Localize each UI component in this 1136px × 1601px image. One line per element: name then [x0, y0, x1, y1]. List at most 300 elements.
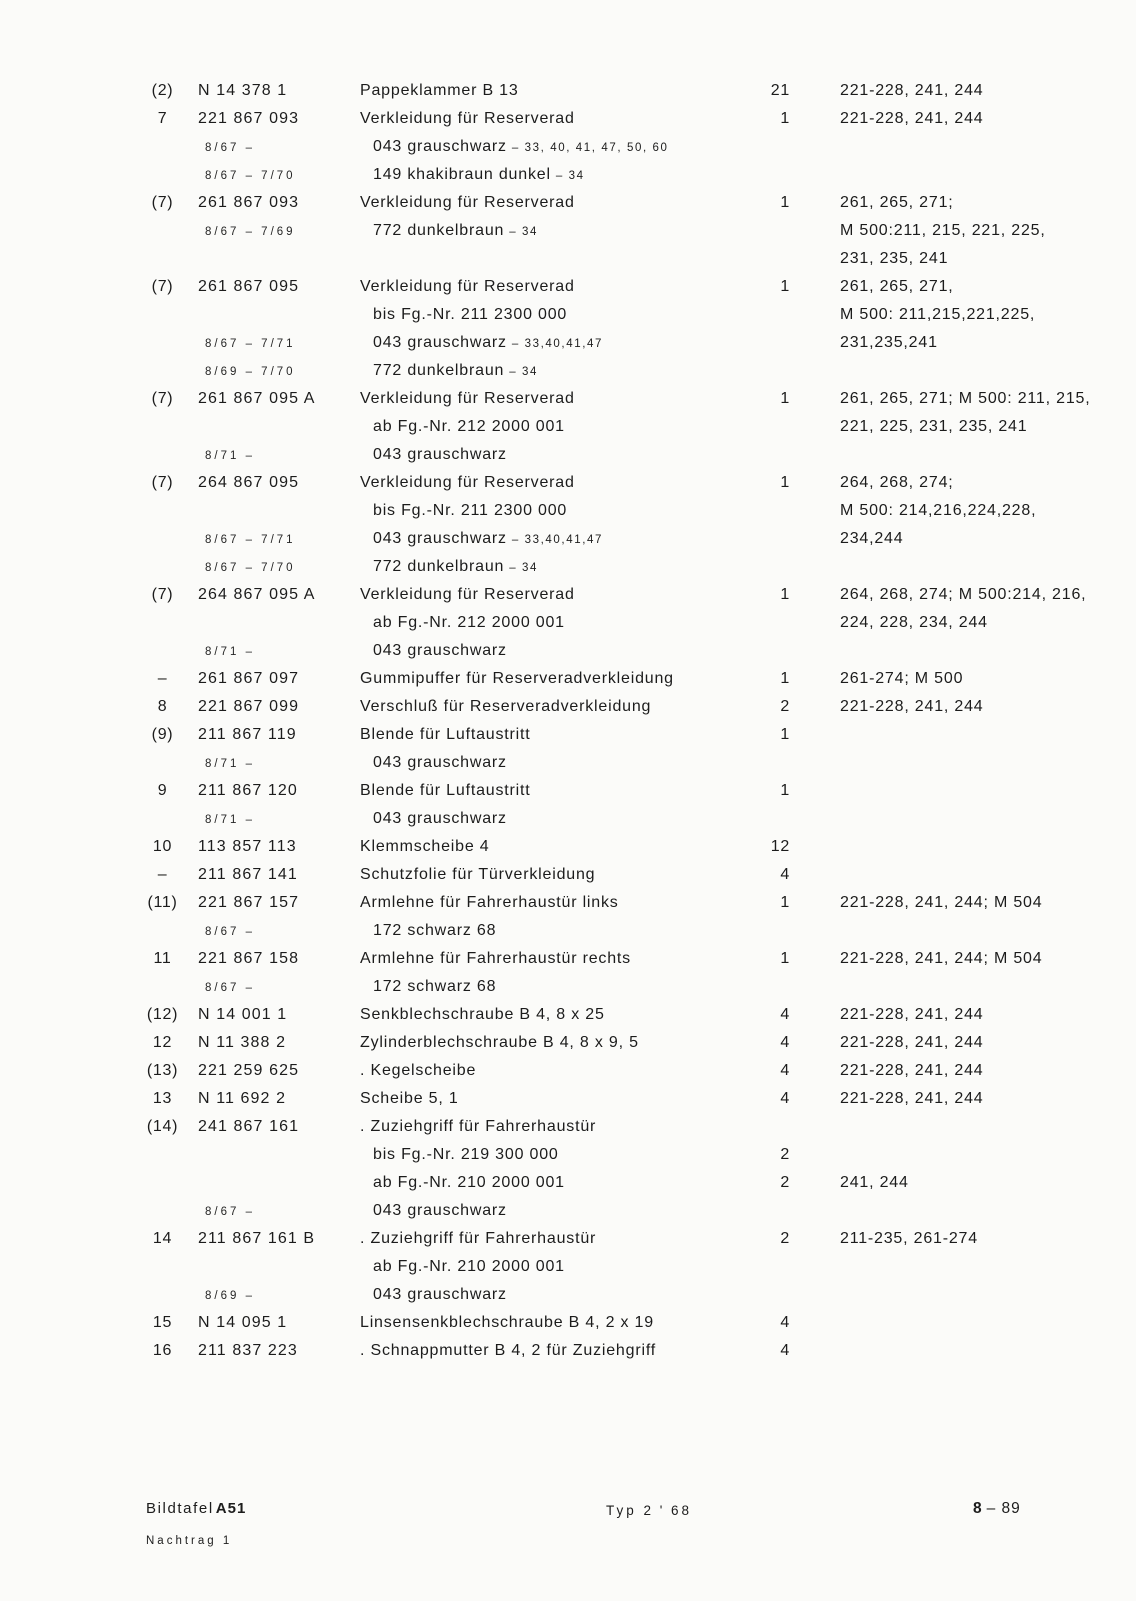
description-cell — [355, 1197, 745, 1226]
date-range: 8/67 – — [205, 142, 255, 154]
part-number-cell — [190, 917, 355, 946]
date-range: 8/67 – 7/71 — [205, 534, 296, 546]
models-cell: M 500: 214,216,224,228, — [840, 502, 1037, 519]
description-cell — [355, 581, 745, 609]
description-subline: 149 khakibraun dunkel — [373, 166, 551, 183]
part-number-cell — [190, 553, 355, 582]
position-cell: 13 — [152, 1090, 173, 1107]
description-cell — [355, 357, 745, 386]
part-number: 221 867 093 — [198, 110, 300, 127]
models-cell — [790, 1197, 1136, 1226]
table-row — [0, 245, 1136, 273]
table-row — [0, 945, 1136, 973]
models-cell — [790, 1141, 1136, 1169]
position-cell — [135, 245, 190, 273]
table-row — [0, 525, 1136, 553]
part-number-cell — [190, 609, 355, 637]
description-cell — [355, 1113, 745, 1141]
position-cell — [135, 133, 190, 162]
part-number: 221 867 157 — [198, 894, 300, 911]
description-subline: 772 dunkelbraun — [373, 558, 505, 575]
table-row — [0, 133, 1136, 161]
position-cell — [135, 1197, 190, 1226]
table-row — [0, 329, 1136, 357]
part-number-cell — [190, 1141, 355, 1169]
position-cell — [135, 329, 190, 358]
quantity-cell — [745, 973, 790, 1002]
models-cell — [790, 161, 1136, 190]
description-text: Klemmscheibe 4 — [360, 838, 490, 855]
quantity-cell: 1 — [780, 586, 790, 603]
part-number-cell — [190, 861, 355, 889]
description-subline: ab Fg.-Nr. 212 2000 001 — [373, 418, 565, 435]
models-cell: 261, 265, 271; — [840, 194, 954, 211]
description-text: Blende für Luftaustritt — [360, 782, 531, 799]
part-number-cell — [190, 1085, 355, 1113]
description-suffix: – 33, 40, 41, 47, 50, 60 — [511, 142, 669, 154]
models-cell — [790, 805, 1136, 834]
part-number: N 14 095 1 — [198, 1314, 288, 1331]
position-cell: 15 — [152, 1314, 173, 1331]
description-cell — [355, 917, 745, 946]
description-subline: 043 grauschwarz — [373, 446, 507, 463]
description-suffix: – 34 — [509, 366, 539, 378]
part-number-cell — [190, 1253, 355, 1281]
models-cell: 221-228, 241, 244 — [840, 1034, 984, 1051]
description-suffix: – 33,40,41,47 — [511, 534, 603, 546]
description-cell — [355, 1169, 745, 1197]
description-text: Zylinderblechschraube B 4, 8 x 9, 5 — [360, 1034, 639, 1051]
part-number-cell — [190, 497, 355, 525]
part-number-cell — [190, 525, 355, 554]
quantity-cell: 1 — [780, 194, 790, 211]
table-row — [0, 469, 1136, 497]
position-cell — [135, 217, 190, 246]
models-cell: 221-228, 241, 244; M 504 — [840, 950, 1043, 967]
models-cell: M 500: 211,215,221,225, — [840, 306, 1036, 323]
description-cell — [355, 469, 745, 497]
table-row — [0, 553, 1136, 581]
table-row — [0, 77, 1136, 105]
description-cell — [355, 833, 745, 861]
quantity-cell: 4 — [780, 1006, 790, 1023]
position-cell — [135, 553, 190, 582]
plate-label: Bildtafel — [146, 1500, 214, 1517]
type-label: Typ 2 ' 68 — [606, 1503, 693, 1518]
models-cell — [790, 357, 1136, 386]
quantity-cell — [745, 301, 790, 329]
description-cell — [355, 1029, 745, 1057]
table-row — [0, 1225, 1136, 1253]
description-cell — [355, 497, 745, 525]
quantity-cell — [745, 1281, 790, 1310]
models-cell: 211-235, 261-274 — [840, 1230, 978, 1247]
date-range: 8/67 – 7/69 — [205, 226, 296, 238]
quantity-cell: 4 — [780, 1034, 790, 1051]
models-cell — [790, 1253, 1136, 1281]
description-cell — [355, 413, 745, 441]
table-row — [0, 1281, 1136, 1309]
quantity-cell: 1 — [780, 670, 790, 687]
models-cell: 264, 268, 274; M 500:214, 216, — [840, 586, 1087, 603]
position-cell: (13) — [146, 1062, 179, 1079]
quantity-cell: 4 — [780, 1314, 790, 1331]
description-cell — [355, 1057, 745, 1085]
description-text: Gummipuffer für Reserveradverkleidung — [360, 670, 674, 687]
description-suffix: – 34 — [509, 226, 539, 238]
table-row — [0, 693, 1136, 721]
models-cell — [790, 721, 1136, 749]
description-suffix: – 34 — [555, 170, 585, 182]
position-cell — [135, 497, 190, 525]
models-cell: 261-274; M 500 — [840, 670, 964, 687]
part-number-cell — [190, 1001, 355, 1029]
description-text: Scheibe 5, 1 — [360, 1090, 459, 1107]
position-cell — [135, 973, 190, 1002]
description-text: Armlehne für Fahrerhaustür links — [360, 894, 619, 911]
table-row — [0, 1337, 1136, 1365]
quantity-cell — [745, 805, 790, 834]
description-cell — [355, 441, 745, 470]
description-text: Verkleidung für Reserverad — [360, 474, 575, 491]
date-range: 8/67 – — [205, 926, 255, 938]
part-number-cell — [190, 1281, 355, 1310]
description-subline: 043 grauschwarz — [373, 754, 507, 771]
date-range: 8/71 – — [205, 758, 255, 770]
description-text: Verkleidung für Reserverad — [360, 278, 575, 295]
part-number-cell — [190, 945, 355, 973]
quantity-cell — [745, 609, 790, 637]
quantity-cell: 21 — [770, 82, 790, 99]
models-cell: 221, 225, 231, 235, 241 — [840, 418, 1028, 435]
table-row — [0, 1169, 1136, 1197]
part-number-cell — [190, 637, 355, 666]
part-number-cell — [190, 665, 355, 693]
description-cell — [355, 1001, 745, 1029]
description-cell — [355, 777, 745, 805]
description-cell — [355, 189, 745, 217]
description-cell — [355, 133, 745, 162]
table-row — [0, 1029, 1136, 1057]
part-number: 264 867 095 — [198, 474, 300, 491]
description-subline: 043 grauschwarz — [373, 138, 507, 155]
description-subline: ab Fg.-Nr. 212 2000 001 — [373, 614, 565, 631]
description-cell — [355, 105, 745, 133]
part-number: 221 867 158 — [198, 950, 300, 967]
part-number-cell — [190, 273, 355, 301]
description-cell — [355, 1337, 745, 1365]
part-number-cell — [190, 973, 355, 1002]
description-cell — [355, 245, 745, 273]
models-cell — [790, 441, 1136, 470]
models-cell — [790, 861, 1136, 889]
description-cell — [355, 217, 745, 246]
quantity-cell: 2 — [780, 1146, 790, 1163]
models-cell — [790, 1113, 1136, 1141]
description-cell — [355, 273, 745, 301]
description-cell — [355, 805, 745, 834]
table-row — [0, 833, 1136, 861]
quantity-cell: 4 — [780, 866, 790, 883]
models-cell: 234,244 — [840, 530, 904, 547]
part-number: N 14 001 1 — [198, 1006, 288, 1023]
part-number-cell — [190, 217, 355, 246]
quantity-cell — [745, 1113, 790, 1141]
part-number-cell — [190, 245, 355, 273]
position-cell — [135, 413, 190, 441]
position-cell: (7) — [151, 390, 174, 407]
part-number: 113 857 113 — [198, 838, 297, 855]
position-cell: (7) — [151, 278, 174, 295]
part-number: N 14 378 1 — [198, 82, 288, 99]
part-number-cell — [190, 1225, 355, 1253]
description-suffix: – 33,40,41,47 — [511, 338, 603, 350]
part-number-cell — [190, 329, 355, 358]
table-row — [0, 665, 1136, 693]
plate-reference — [146, 1500, 246, 1517]
description-cell — [355, 525, 745, 554]
description-text: Pappeklammer B 13 — [360, 82, 519, 99]
position-cell: (14) — [146, 1118, 179, 1135]
description-cell — [355, 889, 745, 917]
description-text: Armlehne für Fahrerhaustür rechts — [360, 950, 631, 967]
table-row — [0, 777, 1136, 805]
part-number-cell — [190, 1309, 355, 1337]
table-row — [0, 1197, 1136, 1225]
position-cell: 7 — [157, 110, 168, 127]
table-row — [0, 105, 1136, 133]
description-cell — [355, 1253, 745, 1281]
table-row — [0, 1141, 1136, 1169]
supplement-label: Nachtrag 1 — [146, 1535, 233, 1547]
description-text: Blende für Luftaustritt — [360, 726, 531, 743]
description-subline: bis Fg.-Nr. 211 2300 000 — [373, 502, 568, 519]
models-cell — [790, 973, 1136, 1002]
description-text: . Schnappmutter B 4, 2 für Zuziehgriff — [360, 1342, 657, 1359]
quantity-cell: 1 — [780, 782, 790, 799]
quantity-cell: 2 — [780, 1230, 790, 1247]
parts-table — [0, 77, 1136, 1365]
position-cell: (7) — [151, 586, 174, 603]
description-subline: 043 grauschwarz — [373, 530, 507, 547]
description-cell — [355, 945, 745, 973]
part-number: 261 867 093 — [198, 194, 300, 211]
models-cell: 221-228, 241, 244 — [840, 1090, 984, 1107]
description-cell — [355, 329, 745, 358]
description-subline: 172 schwarz 68 — [373, 922, 497, 939]
part-number-cell — [190, 469, 355, 497]
part-number: 211 837 223 — [198, 1342, 298, 1359]
models-cell: 221-228, 241, 244 — [840, 110, 984, 127]
table-row — [0, 1057, 1136, 1085]
position-cell: (7) — [151, 474, 174, 491]
quantity-cell — [745, 329, 790, 358]
position-cell: 10 — [152, 838, 173, 855]
part-number-cell — [190, 385, 355, 413]
date-range: 8/71 – — [205, 814, 255, 826]
table-row — [0, 1113, 1136, 1141]
quantity-cell — [745, 133, 790, 162]
models-cell — [790, 917, 1136, 946]
quantity-cell: 1 — [780, 726, 790, 743]
description-cell — [355, 973, 745, 1002]
description-cell — [355, 1309, 745, 1337]
description-cell — [355, 1141, 745, 1169]
table-row — [0, 1253, 1136, 1281]
table-row — [0, 721, 1136, 749]
date-range: 8/67 – 7/70 — [205, 562, 296, 574]
table-row — [0, 889, 1136, 917]
models-cell: 231,235,241 — [840, 334, 938, 351]
table-row — [0, 273, 1136, 301]
quantity-cell — [745, 441, 790, 470]
position-cell: 14 — [152, 1230, 173, 1247]
description-cell — [355, 161, 745, 190]
quantity-cell — [745, 161, 790, 190]
table-row — [0, 385, 1136, 413]
position-cell — [135, 441, 190, 470]
table-row — [0, 189, 1136, 217]
table-row — [0, 357, 1136, 385]
position-cell — [135, 609, 190, 637]
description-subline: 043 grauschwarz — [373, 334, 507, 351]
quantity-cell — [745, 1253, 790, 1281]
page-number — [973, 1500, 1021, 1518]
part-number-cell — [190, 161, 355, 190]
position-cell — [135, 749, 190, 778]
models-cell: 241, 244 — [840, 1174, 909, 1191]
part-number-cell — [190, 1113, 355, 1141]
position-cell — [135, 301, 190, 329]
table-row — [0, 637, 1136, 665]
part-number: 211 867 119 — [198, 726, 297, 743]
part-number: 261 867 095 — [198, 278, 300, 295]
table-row — [0, 301, 1136, 329]
description-cell — [355, 609, 745, 637]
position-cell — [135, 637, 190, 666]
part-number-cell — [190, 133, 355, 162]
description-cell — [355, 749, 745, 778]
quantity-cell — [745, 637, 790, 666]
models-cell — [790, 133, 1136, 162]
description-subline: 772 dunkelbraun — [373, 222, 505, 239]
models-cell — [790, 833, 1136, 861]
part-number-cell — [190, 777, 355, 805]
table-row — [0, 161, 1136, 189]
quantity-cell — [745, 497, 790, 525]
part-number-cell — [190, 749, 355, 778]
plate-value: A51 — [215, 1500, 247, 1517]
position-cell: 16 — [152, 1342, 173, 1359]
date-range: 8/67 – — [205, 982, 255, 994]
models-cell — [790, 1337, 1136, 1365]
description-subline: ab Fg.-Nr. 210 2000 001 — [373, 1174, 565, 1191]
models-cell — [790, 1281, 1136, 1310]
page-number-section: 8 — [973, 1500, 983, 1517]
description-subline: bis Fg.-Nr. 211 2300 000 — [373, 306, 568, 323]
part-number-cell — [190, 357, 355, 386]
description-subline: ab Fg.-Nr. 210 2000 001 — [373, 1258, 565, 1275]
quantity-cell: 1 — [780, 950, 790, 967]
position-cell — [135, 1281, 190, 1310]
description-text: . Zuziehgriff für Fahrerhaustür — [360, 1230, 597, 1247]
part-number-cell — [190, 413, 355, 441]
position-cell — [135, 161, 190, 190]
part-number: 211 867 141 — [198, 866, 298, 883]
part-number-cell — [190, 721, 355, 749]
models-cell: 221-228, 241, 244 — [840, 82, 984, 99]
description-cell — [355, 693, 745, 721]
table-row — [0, 1001, 1136, 1029]
position-cell: – — [157, 670, 168, 687]
part-number-cell — [190, 301, 355, 329]
part-number-cell — [190, 889, 355, 917]
position-cell: 11 — [153, 950, 172, 967]
models-cell: 261, 265, 271, — [840, 278, 954, 295]
description-text: Schutzfolie für Türverkleidung — [360, 866, 596, 883]
quantity-cell: 1 — [780, 390, 790, 407]
position-cell: (12) — [146, 1006, 179, 1023]
position-cell: 8 — [157, 698, 168, 715]
description-text: . Kegelscheibe — [360, 1062, 477, 1079]
quantity-cell: 1 — [780, 474, 790, 491]
quantity-cell — [745, 245, 790, 273]
quantity-cell: 1 — [780, 278, 790, 295]
part-number: 221 867 099 — [198, 698, 300, 715]
description-cell — [355, 553, 745, 582]
description-cell — [355, 385, 745, 413]
position-cell — [135, 357, 190, 386]
page-number-rest: – 89 — [986, 1500, 1021, 1517]
description-subline: 772 dunkelbraun — [373, 362, 505, 379]
models-cell: 221-228, 241, 244 — [840, 1062, 984, 1079]
description-subline: 043 grauschwarz — [373, 642, 507, 659]
position-cell: (7) — [151, 194, 174, 211]
date-range: 8/71 – — [205, 450, 255, 462]
part-number-cell — [190, 1029, 355, 1057]
description-cell — [355, 77, 745, 105]
part-number: 261 867 097 — [198, 670, 300, 687]
description-cell — [355, 1225, 745, 1253]
position-cell: (9) — [151, 726, 174, 743]
description-subline: 043 grauschwarz — [373, 810, 507, 827]
date-range: 8/67 – 7/70 — [205, 170, 296, 182]
position-cell — [135, 1253, 190, 1281]
position-cell: 9 — [157, 782, 168, 799]
part-number: 264 867 095 A — [198, 586, 316, 603]
table-row — [0, 413, 1136, 441]
part-number-cell — [190, 805, 355, 834]
models-cell: 224, 228, 234, 244 — [840, 614, 988, 631]
models-cell — [790, 637, 1136, 666]
quantity-cell — [745, 357, 790, 386]
description-text: Senkblechschraube B 4, 8 x 25 — [360, 1006, 605, 1023]
description-suffix: – 34 — [509, 562, 539, 574]
models-cell — [790, 777, 1136, 805]
description-text: Verkleidung für Reserverad — [360, 110, 575, 127]
models-cell — [790, 553, 1136, 582]
quantity-cell: 1 — [780, 894, 790, 911]
part-number: 211 867 120 — [198, 782, 298, 799]
quantity-cell — [745, 217, 790, 246]
description-text: Linsensenkblechschraube B 4, 2 x 19 — [360, 1314, 654, 1331]
models-cell: 231, 235, 241 — [840, 250, 949, 267]
position-cell — [135, 525, 190, 554]
table-row — [0, 973, 1136, 1001]
part-number-cell — [190, 1197, 355, 1226]
description-subline: 172 schwarz 68 — [373, 978, 497, 995]
position-cell — [135, 1169, 190, 1197]
